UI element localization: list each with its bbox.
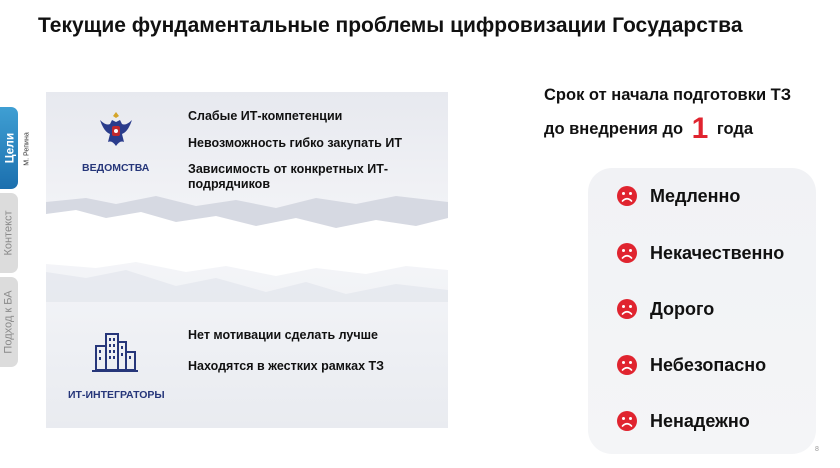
- mountain-decoration: [46, 258, 448, 308]
- tab-goals[interactable]: [0, 107, 18, 189]
- tab-goals-label: Цели: [2, 132, 16, 164]
- tab-approach[interactable]: [0, 277, 18, 367]
- tab-context[interactable]: [0, 193, 18, 273]
- deadline-text: [544, 78, 791, 146]
- sad-face-icon: [616, 242, 638, 264]
- deadline-prefix: до внедрения до: [544, 120, 684, 138]
- coat-of-arms-icon: [94, 108, 138, 152]
- deadline-number: 1: [691, 112, 709, 145]
- integrators-label: ИТ-ИНТЕГРАТОРЫ: [68, 389, 165, 401]
- agencies-label: ВЕДОМСТВА: [82, 162, 150, 174]
- tab-context-label: Контекст: [3, 210, 16, 256]
- integrator-problem: Нет мотивации сделать лучше: [188, 328, 378, 342]
- issue-item: [616, 410, 750, 432]
- deadline-line2: [544, 112, 791, 146]
- issue-label: Дорого: [650, 298, 715, 319]
- author-caption: [21, 124, 33, 174]
- issue-item: [616, 354, 766, 376]
- issue-label: Медленно: [650, 185, 741, 206]
- issue-label: Ненадежно: [650, 410, 750, 431]
- agencies-panel: [46, 92, 448, 252]
- sad-face-icon: [616, 185, 638, 207]
- page-title: Текущие фундаментальные проблемы цифровизации Государства: [38, 14, 743, 37]
- sad-face-icon: [616, 410, 638, 432]
- issue-label: Некачественно: [650, 242, 785, 263]
- deadline-suffix: года: [716, 120, 754, 138]
- integrators-panel: [46, 258, 448, 428]
- sad-face-icon: [616, 298, 638, 320]
- issue-item: [616, 242, 784, 264]
- agency-problem: Невозможность гибко закупать ИТ: [188, 136, 402, 150]
- mountain-decoration: [46, 188, 448, 252]
- page-number: 8: [815, 446, 819, 453]
- issue-label: Небезопасно: [650, 354, 767, 375]
- agency-problem: Зависимость от конкретных ИТ-подрядчиков: [188, 162, 388, 191]
- sad-face-icon: [616, 354, 638, 376]
- issue-item: [616, 298, 714, 320]
- city-buildings-icon: [92, 330, 138, 372]
- deadline-line1: Срок от начала подготовки ТЗ: [544, 86, 792, 104]
- integrator-problem: Находятся в жестких рамках ТЗ: [188, 359, 385, 373]
- tab-approach-label: Подход к БА: [3, 290, 15, 354]
- issue-item: [616, 185, 740, 207]
- issues-card: [588, 168, 816, 454]
- author-name: М. Репина: [23, 132, 31, 166]
- agency-problem: Слабые ИТ-компетенции: [188, 109, 343, 123]
